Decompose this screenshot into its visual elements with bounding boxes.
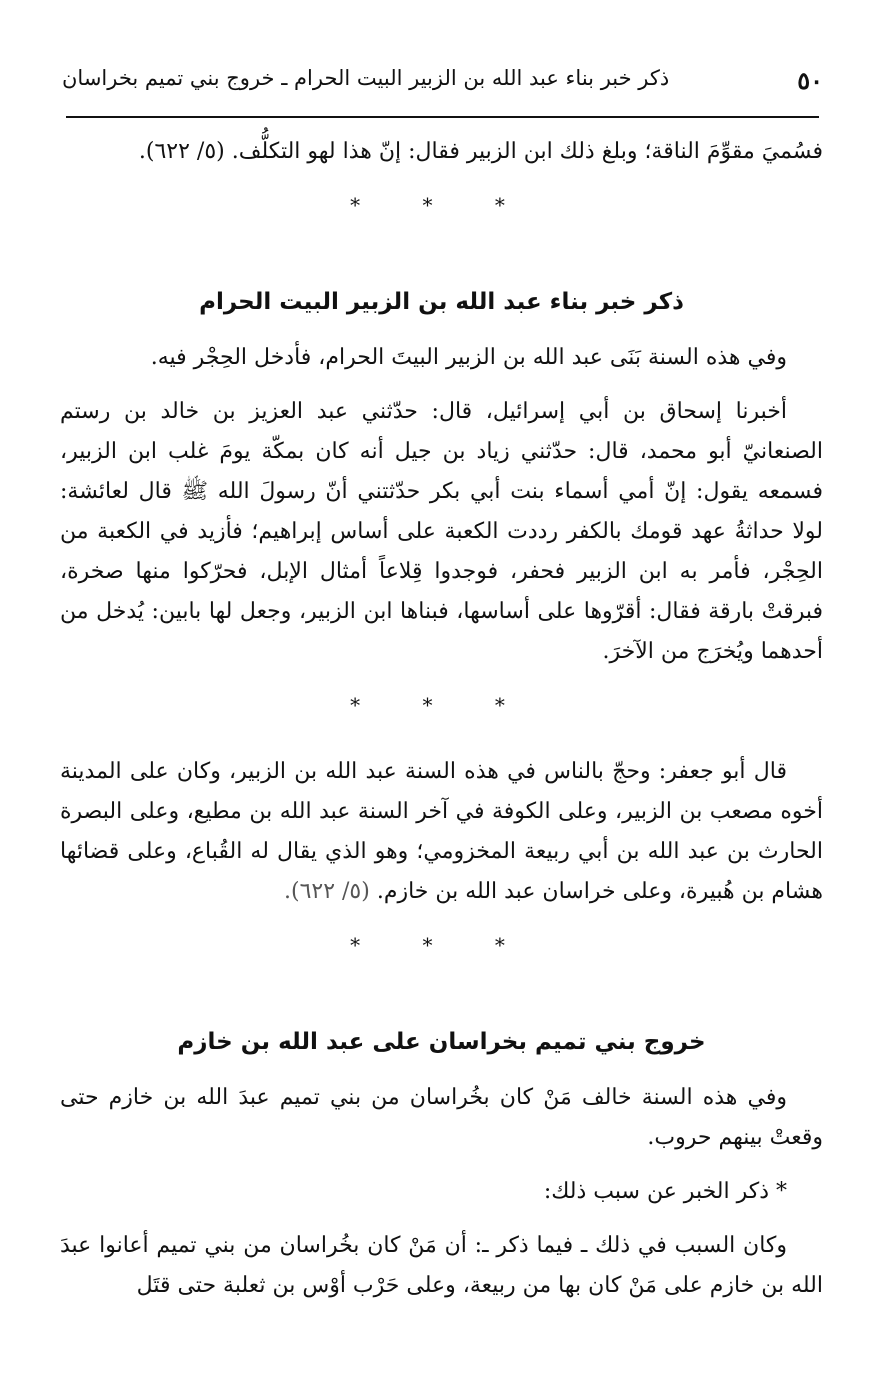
- section-heading-kaaba: ذكر خبر بناء عبد الله بن الزبير البيت الحرام: [199, 289, 684, 315]
- spacer: [60, 1212, 823, 1226]
- section-separator: [60, 172, 823, 252]
- separator-asterisks: * * *: [350, 693, 533, 717]
- running-header: [62, 66, 823, 110]
- section-heading-khurasan: خروج بني تميم بخراسان على عبد الله بن خازم: [177, 1029, 706, 1055]
- spacer: [60, 1158, 823, 1172]
- page-number: ٥٠: [797, 66, 823, 95]
- page-body: [60, 132, 823, 1306]
- paragraph-cause: وكان السبب في ذلك ـ فيما ذكر ـ: أن مَنْ كان بخُراسان من بني تميم أعانوا عبدَ الله بن خازم على مَنْ كان بها من ربيعة، وعلى حَرْب أوْس بن ثعلبة حتى قتَل: [60, 1233, 823, 1298]
- paragraph: وفي هذه السنة خالف مَنْ كان بخُراسان من بني تميم عبدَ الله بن خازم حتى وقعتْ بينهم حروب.: [60, 1085, 823, 1150]
- paragraph-text: قال أبو جعفر: وحجّ بالناس في هذه السنة عبد الله بن الزبير، وكان على المدينة أخوه مصعب بن الزبير، وعلى الكوفة في آخر السنة عبد الله بن مطيع، وعلى البصرة الحارث بن عبد الله بن أبي ربيعة المخزومي؛ وهو الذي يقال له القُباع، وعلى قضائها هشام بن هُبيرة، وعلى خراسان عبد الله بن خازم.: [60, 759, 823, 904]
- source-citation: (٥/ ٦٢٢).: [283, 879, 370, 904]
- paragraph-governors: [60, 752, 823, 912]
- separator-asterisks: * * *: [350, 193, 533, 217]
- running-title: ذكر خبر بناء عبد الله بن الزبير البيت الحرام ـ خروج بني تميم بخراسان: [62, 66, 670, 90]
- separator-asterisks: * * *: [350, 933, 533, 957]
- section-separator: [60, 912, 823, 992]
- paragraph: وفي هذه السنة بَنَى عبد الله بن الزبير البيتَ الحرام، فأدخل الحِجْر فيه.: [150, 345, 787, 370]
- spacer: [60, 378, 823, 392]
- subheading-cause: * ذكر الخبر عن سبب ذلك:: [543, 1179, 787, 1204]
- section-separator: [60, 672, 823, 752]
- paragraph-hadith: أخبرنا إسحاق بن أبي إسرائيل، قال: حدّثني عبد العزيز بن خالد بن رستم الصنعانيّ أبو محمد، قال: حدّثني زياد بن جيل أنه كان بمكّة يومَ غلب ابن الزبير، فسمعه يقول: إنّ أمي أسماء بنت أبي بكر حدّثتني أنّ رسولَ الله ﷺ قال لعائشة: لولا حداثةُ عهد قومك بالكفر رددت الكعبة على أساس إبراهيم؛ فأزيد في الكعبة من الحِجْر، فأمر به ابن الزبير فحفر، فوجدوا قِلاعاً أمثال الإبل، فحرّكوا منها صخرة، فبرقتْ بارقة فقال: أقرّوها على أساسها، فبناها ابن الزبير، وجعل لها بابين: يُدخل من أحدهما ويُخرَج من الآخرَ.: [60, 399, 823, 664]
- header-rule: [66, 116, 819, 118]
- paragraph-continuation: فسُميَ مقوِّمَ الناقة؛ وبلغ ذلك ابن الزبير فقال: إنّ هذا لهو التكلُّف. (٥/ ٦٢٢).: [138, 139, 823, 164]
